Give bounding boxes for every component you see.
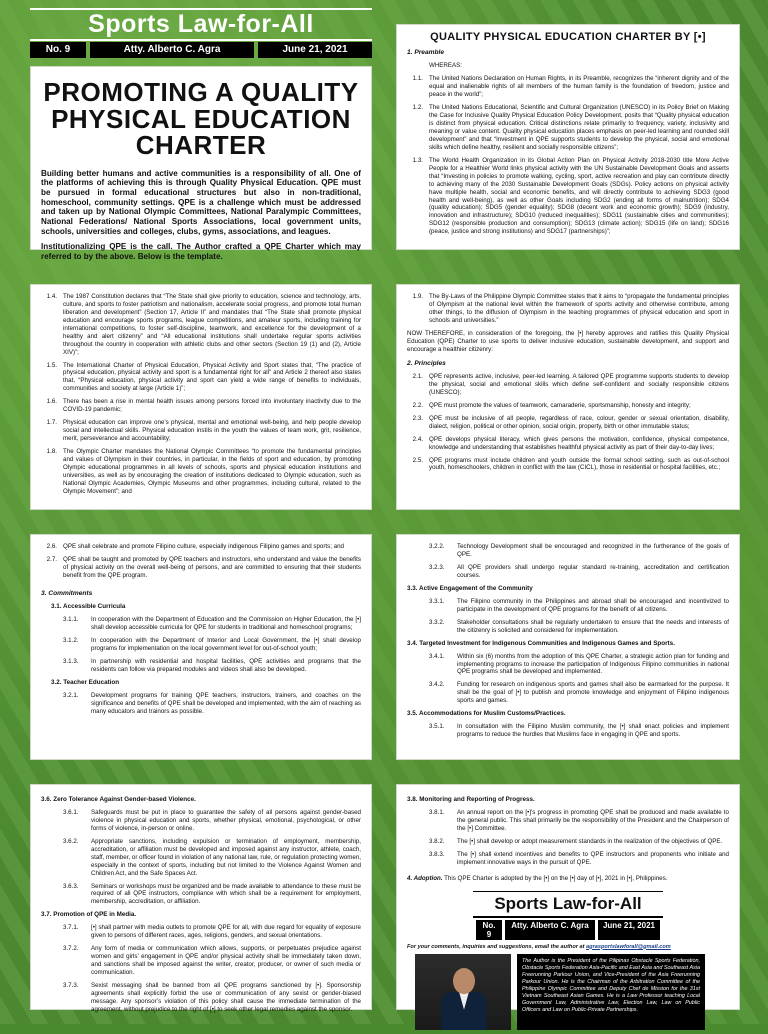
clause-3-7-2: 3.7.2. Any form of media or communication which allows, supports, or perpetuates prejudice against women and girls’ engagement in QPE and/or physical activity shall be immediately taken down, and sanctions shall be imposed against the writer, creator, producer, or owner of such media or communication.	[63, 945, 361, 977]
clause-2-3: 2.3. QPE must be inclusive of all people, regardless of race, colour, gender or sexual orientation, disability, dialect, religion, political or other opinion, social origin, property, birth or other immutable status;	[412, 414, 729, 430]
charter-title-panel	[396, 24, 740, 250]
commitments-panel-bottom-left	[30, 784, 372, 1013]
footer-issue: No. 9	[476, 920, 502, 940]
author-bio: The Author is the President of the Pilipinas Obstacle Sports Federation, Obstacle Sports Federation Asia-Pacific and East Asia and Southeast Asia Freerunning Parkour Union, and Vice-President of the Asia Freerunning Parkour Union. He is the Chairman of the Arbitration Committee of the Philippine Olympic Committee and Deputy Chef de Mission for the 31st Vietnam Southeast Asian Games. He is a Law Professor teaching Local Government Law, Administrative Law, Election Law, Law on Public Officers and Law on Public-Private Partnerships.	[517, 954, 705, 1030]
headline: PROMOTING A QUALITY PHYSICAL EDUCATION CHARTER	[43, 77, 359, 161]
clause-3-4-1: 3.4.1. Within six (6) months from the adoption of this QPE Charter, a strategic action plan for funding and implementing programs to increase the participation of Indigenous Filipino communities in national QPE programs shall be developed and implemented.	[429, 652, 729, 676]
masthead-title: Sports Law-for-All	[88, 10, 314, 38]
intro-paragraph: Building better humans and active communities is a responsibility of all. One of the platforms of achieving this is through Quality Physical Education. QPE must be pursued in formal educational structures but also in non-traditional, homeschool, community settings. QPE is a challenge which must be addressed and taken up by National Olympic Committees, National Paralympic Committees, National Federations/ National Sports Associations, local government units, schools, universities and colleges, clubs, gyms, associations, and leagues.	[41, 168, 361, 236]
clause-1-6: 1.6. There has been a rise in mental health issues among persons forced into involuntary inactivity due to the COVID-19 pandemic;	[46, 398, 361, 414]
clause-2-6: 2.6. QPE shall celebrate and promote Filipino culture, especially indigenous Filipino games and sports; and	[46, 543, 344, 550]
footer-masthead	[473, 891, 663, 940]
email-link[interactable]: agrasportslawforall@gmail.com	[586, 943, 671, 950]
author-photo	[415, 954, 511, 1030]
clause-1-5: 1.5. The International Charter of Physical Education, Physical Activity and Sport states that, “The practice of physical education, physical activity and sport is a fundamental right for all” and Article 2 thereof also states that, “Physical education, physical activity and sport can yield a wide range of benefits to individuals, communities and society at large (Article 1)”;	[46, 361, 361, 393]
subsection-3-7: 3.7. Promotion of QPE in Media.	[41, 911, 137, 919]
footer-author: Atty. Alberto C. Agra	[505, 920, 595, 940]
clause-3-8-1: 3.8.1. An annual report on the [•]’s progress in promoting QPE shall be produced and made available to the general public. This shall primarily be the responsibility of the President and the Chairperson of the [•] Committee.	[429, 809, 729, 832]
subsection-3-1: 3.1. Accessible Curricula	[51, 603, 126, 611]
clause-3-6-2: 3.6.2. Appropriate sanctions, including expulsion or termination of employment, membership, accreditation, or affiliation must be developed and imposed against any instructor, athlete, coach, staff, member, or officer found in violation of any national law, rule, or regulation protecting women, especially in the context of sports, including but not limited to the Violence Against Women and Children Act, and the Safe Spaces Act.	[63, 837, 361, 877]
commitments-panel-left	[30, 534, 372, 760]
clause-3-2-2: 3.2.2. Technology Development shall be encouraged and recognized in the furtherance of the goals of QPE.	[429, 543, 729, 558]
section-commitments: 3. Commitments	[41, 589, 93, 597]
footer-title: Sports Law-for-All	[494, 894, 642, 914]
author-badge: Atty. Alberto C. Agra	[90, 42, 254, 58]
subsection-3-4: 3.4. Targeted Investment for Indigenous Communities and Indigenous Games and Sports.	[407, 639, 675, 647]
subsection-3-3: 3.3. Active Engagement of the Community	[407, 584, 533, 592]
clause-1-2: 1.2. The United Nations Educational, Scientific and Cultural Organization (UNESCO) in its Policy Brief on Making the Case for Inclusive Quality Physical Education Policy Development, posits that “Quality physical education is distinct from physical education. Critical distinctions relate primarily to frequency, variety, inclusivity and meaning or value content. Quality physical education places emphasis on peer-led learning and rounded skill development” and that “Investment in QPE supports students to develop the physical, social and emotional skills which define healthy, resilient and socially responsible citizens”;	[412, 104, 729, 151]
author-bio-block	[407, 952, 729, 1034]
subsection-3-5: 3.5. Accommodations for Muslim Customs/Practices.	[407, 710, 566, 718]
whereas: WHEREAS:	[429, 62, 463, 70]
subsection-3-6: 3.6. Zero Tolerance Against Gender-based Violence.	[41, 796, 196, 803]
subsection-3-2: 3.2. Teacher Education	[51, 678, 120, 686]
clause-2-5: 2.5. QPE programs must include children and youth outside the formal school setting, such as out-of-school youth, homeschoolers, children in conflict with the law (CICL), those in residential or hospital facilities, etc.;	[412, 456, 729, 472]
clause-3-1-2: 3.1.2. In cooperation with the Department of Interior and Local Government, the [•] shall develop programs for implementation on the local government level for out-of-school youth;	[63, 637, 361, 653]
clause-3-6-3: 3.6.3. Seminars or workshops must be organized and be made available to attendance to these must be required of all QPE instructors, compliance with which shall be a requirement for employment, membership, accreditation, or affiliation.	[63, 882, 361, 906]
clause-3-3-2: 3.3.2. Stakeholder consultations shall be regularly undertaken to ensure that the needs and interests of the citizenry is solicited and considered for implementation.	[429, 618, 729, 634]
adoption-clause: 4. Adoption. This QPE Charter is adopted by the [•] on the [•] day of [•], 2021 in [•], Philippines.	[407, 874, 668, 882]
section-preamble: 1. Preamble	[407, 49, 445, 56]
clause-3-1-3: 3.1.3. In partnership with residential and hospital facilities, QPE activities and programs that the residents can follow via prepared modules and videos shall also be developed.	[63, 657, 361, 673]
clause-3-2-1: 3.2.1. Development programs for training QPE teachers, instructors, trainers, and coaches on the significance and benefits of QPE shall be developed and implemented, with the aim of reaching as many educators and trainors as possible.	[63, 691, 361, 715]
masthead-rule-bottom	[30, 39, 372, 41]
clause-3-1-1: 3.1.1. In cooperation with the Department of Education and the Commission on Higher Education, the [•] shall develop accessible curricula for QPE for students in traditional and homeschool programs;	[63, 616, 361, 632]
adoption-label: 4. Adoption.	[407, 874, 443, 882]
clause-3-6-1: 3.6.1. Safeguards must be put in place to guarantee the safety of all persons against gender-based violence in physical education and sports, whether physical, emotional, psychological, or other forms of violence, in-person or online.	[63, 809, 361, 832]
issue-badge: No. 9	[30, 42, 86, 58]
clause-3-7-3: 3.7.3. Sexist messaging shall be banned from all QPE programs sanctioned by [•]. Sponsorship agreements shall explicitly forbid the use or communication of any sexist or gender-biased message. Any sponsor’s violation of this policy shall cause the immediate termination of the agreement, without prejudice to the right of [•] to seek other legal remedies against the sponsor.	[63, 982, 361, 1013]
clause-2-2: 2.2. QPE must promote the values of teamwork, camaraderie, sportsmanship, honesty and integrity;	[412, 401, 691, 409]
clause-1-7: 1.7. Physical education can improve one’s physical, mental and emotional well-being, and help people develop social and intellectual skills. Physical education instils in the youth the values of team work, grit, resilience, merit, perseverance and accountability;	[46, 419, 361, 442]
clause-1-9: 1.9. The By-Laws of the Philippine Olympic Committee states that it aims to “propagate the fundamental principles of Olympism at the national level within the framework of sports activity and otherwise contribute, among other things, to the diffusion of Olympism in the teaching programmes of physical education and sport in schools and universities.”	[412, 293, 729, 324]
clause-2-1: 2.1. QPE represents active, inclusive, peer-led learning. A tailored QPE programme supports students to develop the physical, social and emotional skills which define self-confident and socially responsible citizens (UNESCO);	[412, 373, 729, 396]
footer-date: June 21, 2021	[598, 920, 660, 940]
clause-3-3-1: 3.3.1. The Filipino community in the Philippines and abroad shall be encouraged and incentivized to participate in the development of QPE programs for the benefit of all citizens.	[429, 597, 729, 613]
subsection-3-8: 3.8. Monitoring and Reporting of Progress.	[407, 796, 535, 803]
preamble-panel-left	[30, 284, 372, 510]
contact-line: For your comments, inquiries and suggestions, email the author at agrasportslawforall@gmail.com	[407, 943, 671, 950]
intro-call: Institutionalizing QPE is the call. The Author crafted a QPE Charter which may referred to by the above. Below is the template.	[41, 242, 361, 262]
clause-2-7: 2.7. QPE shall be taught and promoted by QPE teachers and instructors, who understand and value the benefits of physical activity on the overall well-being of persons, and are committed to ensuring that their students benefit from the QPE program.	[46, 555, 361, 579]
now-therefore: NOW THEREFORE, in consideration of the foregoing, the [•] hereby approves and ratifies this Quality Physical Education (QPE) Charter to use sports to deliver inclusive education, sustainable development, and support and encourage a healthier citizenry:	[407, 329, 729, 353]
principles-panel	[396, 284, 740, 510]
clause-3-8-3: 3.8.3. The [•] shall extend incentives and benefits to QPE instructors and proponents who initiate and implement innovative ways in the pursuit of QPE.	[429, 850, 729, 866]
clause-1-3: 1.3. The World Health Organization in its Global Action Plan on Physical Activity 2018-2030 title More Active People for a Healthier World links physical activity with the UN Sustainable Development Goals and asserts that “Investing in policies to promote walking, cycling, sport, active recreation and play can contribute directly to achieving many of the 2030 Sustainable Development Goals (SDGs). Policy actions on physical activity have multiple health, social and economic benefits, and will directly contribute to achieving SDG3 (good health and well-being), as well as other Goals including SDG2 (ending all forms of malnutrition); SDG4 (quality education); SDG5 (gender equality); SDG8 (decent work and economic growth); SDG9 (industry, innovation and infrastructure); SDG10 (reduced inequalities); SDG11 (sustainable cities and communities); SDG12 (responsible production and consumption); SDG13 (climate action); SDG15 (life on land); SDG16 (peace, justice and strong institutions) and SDG17 (partnerships)”;	[412, 156, 729, 236]
monitoring-panel	[396, 784, 740, 1014]
clause-3-5-1: 3.5.1. In consultation with the Filipino Muslim community, the [•] shall enact policies and implement programs to reduce the hurdles that Muslims face in engaging in QPE and sports.	[429, 723, 729, 739]
section-principles: 2. Principles	[407, 359, 446, 367]
clause-1-4: 1.4. The 1987 Constitution declares that “The State shall give priority to education, science and technology, arts, culture, and sports to foster patriotism and nationalism, accelerate social progress, and promote total human liberation and development” (Section 17, Article II” and mandates that “The State shall promote physical education and encourage sports programs, league competitions, and amateur sports, including training for international competitions, to foster self-discipline, teamwork, and excellence for the development of a healthy and alert citizenry” and “All educational institutions shall undertake regular sports activities throughout the country in cooperation with athletic clubs and other sectors (Section 19 (1) and (2), Article XIV)”;	[46, 293, 361, 356]
clause-1-8: 1.8. The Olympic Charter mandates the National Olympic Committees “to promote the fundamental principles and values of Olympism in their countries, in particular, in the fields of sport and education, by promoting Olympic educational programmes in all levels of schools, sports and physical education institutions and universities, as well as by encouraging the creation of institutions dedicated to Olympic education, such as National Olympic Academies, Olympic Museums and other programmes, including cultural, related to the Olympic Movement”; and	[46, 447, 361, 495]
clause-3-2-3: 3.2.3. All QPE providers shall undergo regular standard re-training, accreditation and certification courses.	[429, 563, 729, 579]
charter-title: QUALITY PHYSICAL EDUCATION CHARTER BY [•]	[430, 31, 706, 43]
commitments-panel-right	[396, 534, 740, 760]
clause-2-4: 2.4. QPE develops physical literacy, which gives persons the motivation, confidence, physical competence, knowledge and understanding that establishes healthful physical activity as part of their day-to-day lives;	[412, 435, 729, 451]
clause-3-8-2: 3.8.2. The [•] shall develop or adopt measurement standards in the realization of the objectives of QPE.	[429, 837, 723, 845]
headline-panel	[30, 66, 372, 262]
clause-3-4-2: 3.4.2. Funding for research on indigenous sports and games shall also be earmarked for the purpose. It shall be the goal of [•] to publish and promote knowledge and enjoyment of Filipino indigenous sports and games.	[429, 681, 729, 705]
clause-3-7-1: 3.7.1. [•] shall partner with media outlets to promote QPE for all, with due regard for equality of exposure given to persons of different races, ages, religions, genders, and sexual orientations.	[63, 924, 361, 940]
date-badge: June 21, 2021	[258, 42, 372, 58]
clause-1-1: 1.1. The United Nations Declaration on Human Rights, in its Preamble, recognizes the “inherent dignity and of the equal and inalienable rights of all members of the human family is the foundation of freedom, justice and peace in the world”;	[412, 75, 729, 99]
